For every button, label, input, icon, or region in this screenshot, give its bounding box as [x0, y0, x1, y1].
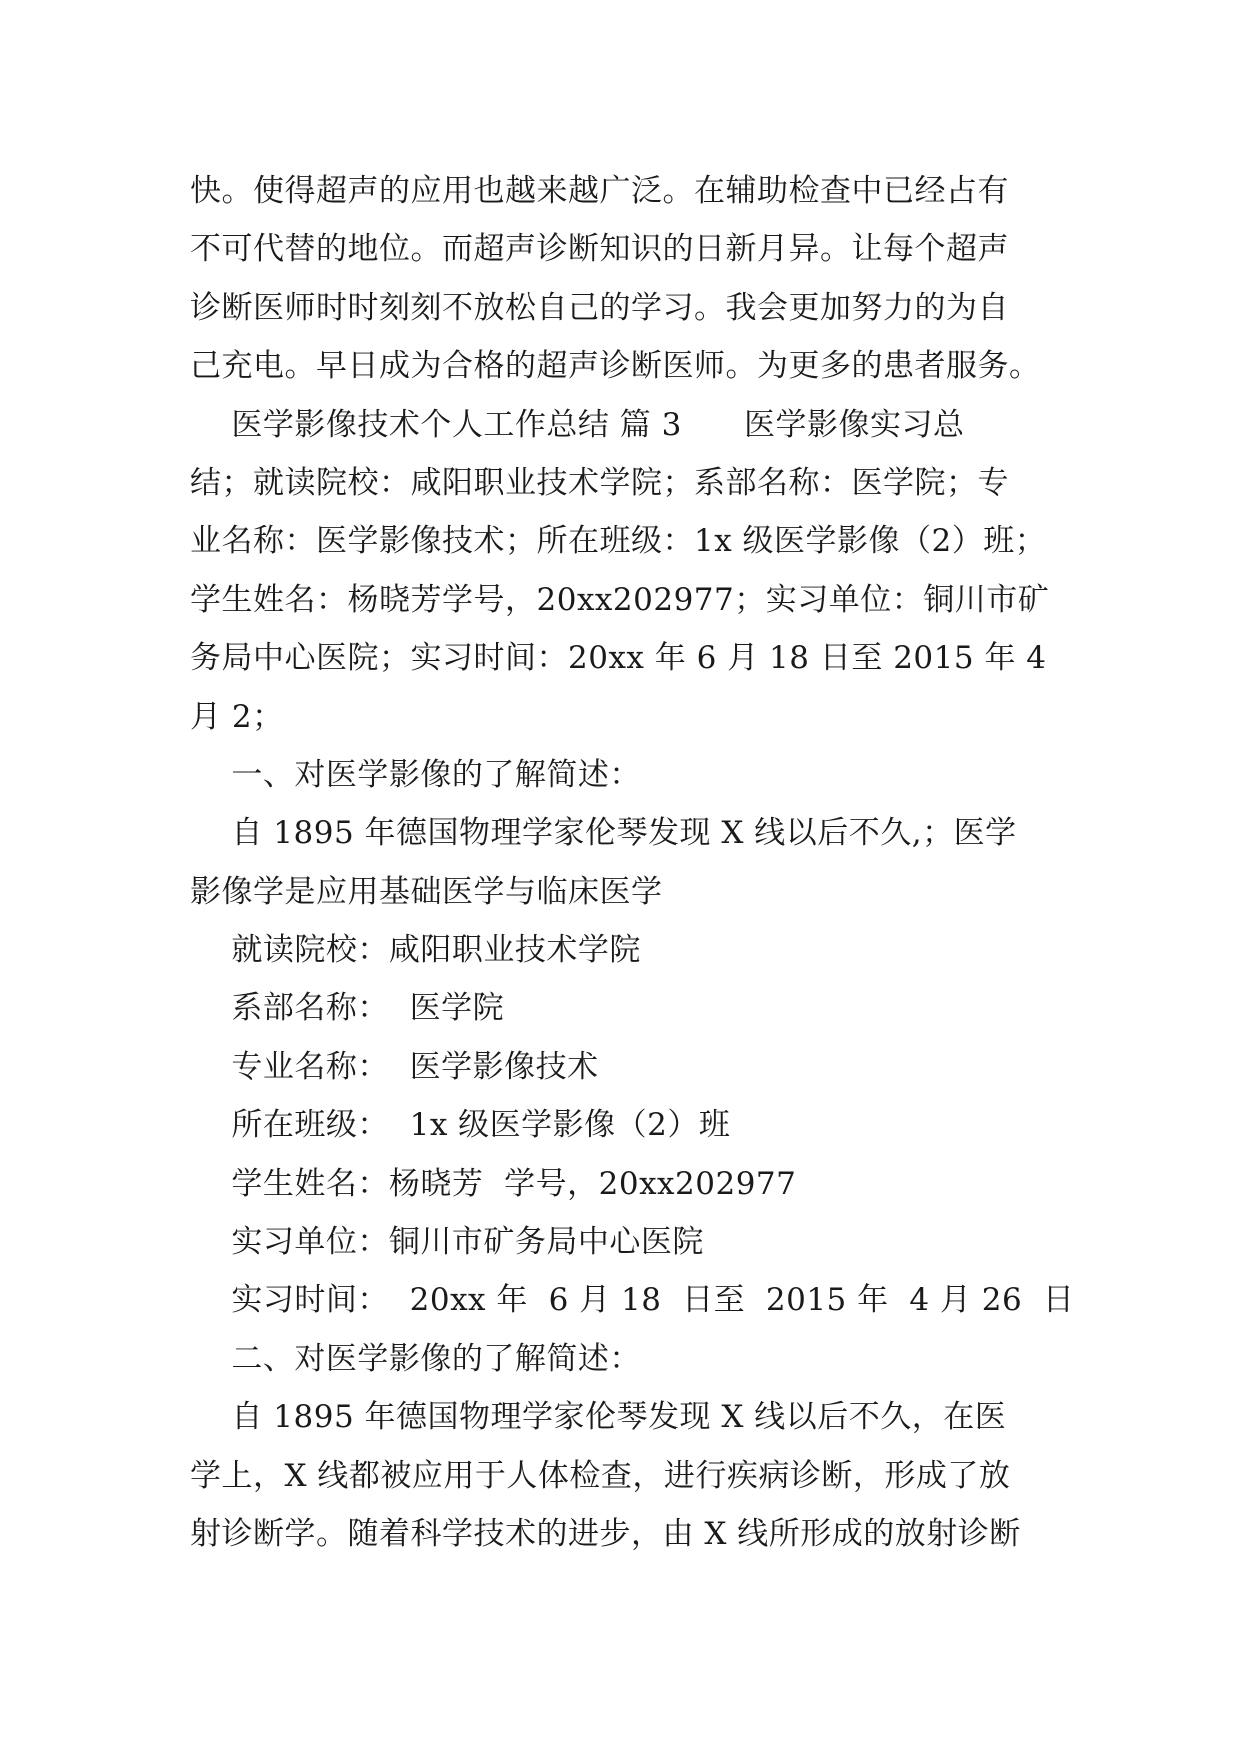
info-line-major: 专业名称： 医学影像技术 — [190, 1048, 599, 1085]
body-line: 业名称：医学影像技术；所在班级：1x 级医学影像（2）班； — [190, 523, 1047, 560]
body-line: 自 1895 年德国物理学家伦琴发现 X 线以后不久，在医 — [190, 1399, 1007, 1436]
info-line-school: 就读院校：咸阳职业技术学院 — [190, 932, 641, 969]
body-line: 学生姓名：杨晓芳学号，20xx202977；实习单位：铜川市矿 — [190, 581, 1050, 618]
info-line-unit: 实习单位：铜川市矿务局中心医院 — [190, 1224, 704, 1261]
section-heading: 二、对医学影像的了解简述： — [190, 1340, 641, 1377]
section-heading: 一、对医学影像的了解简述： — [190, 756, 641, 793]
body-line: 射诊断学。随着科学技术的进步，由 X 线所形成的放射诊断 — [190, 1515, 1021, 1552]
body-line: 学上，X 线都被应用于人体检查，进行疾病诊断，形成了放 — [190, 1457, 1011, 1494]
document-body — [190, 162, 1075, 1563]
body-line: 不可代替的地位。而超声诊断知识的日新月异。让每个超声 — [190, 231, 1009, 268]
info-line-class: 所在班级： 1x 级医学影像（2）班 — [190, 1107, 731, 1144]
body-line: 己充电。早日成为合格的超声诊断医师。为更多的患者服务。 — [190, 348, 1041, 385]
body-line: 务局中心医院；实习时间：20xx 年 6 月 18 日至 2015 年 4 — [190, 640, 1047, 677]
info-line-time: 实习时间： 20xx 年 6 月 18 日至 2015 年 4 月 26 日 — [190, 1282, 1075, 1319]
body-line: 诊断医师时时刻刻不放松自己的学习。我会更加努力的为自 — [190, 289, 1009, 326]
body-line: 结；就读院校：咸阳职业技术学院；系部名称：医学院；专 — [190, 464, 1009, 501]
info-line-department: 系部名称： 医学院 — [190, 990, 505, 1027]
body-line: 影像学是应用基础医学与临床医学 — [190, 873, 663, 910]
info-line-student: 学生姓名：杨晓芳 学号，20xx202977 — [190, 1165, 797, 1202]
body-line: 月 2； — [190, 698, 284, 735]
body-line: 自 1895 年德国物理学家伦琴发现 X 线以后不久,；医学 — [190, 815, 1017, 852]
section-title-line: 医学影像技术个人工作总结 篇 3 医学影像实习总 — [190, 406, 965, 443]
body-line: 快。使得超声的应用也越来越广泛。在辅助检查中已经占有 — [190, 173, 1009, 209]
